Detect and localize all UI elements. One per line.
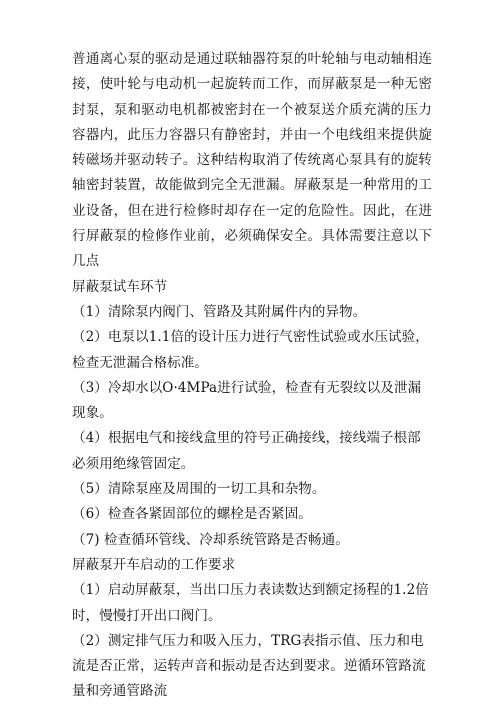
section-title-startup: 屏蔽泵开车启动的工作要求 (72, 556, 236, 573)
list-item: （6）检查各紧固部位的螺栓是否紧固。 (72, 506, 312, 523)
list-item: （1）启动屏蔽泵，当出口压力表读数达到额定扬程的1.2倍时，慢慢打开出口阀门。 (72, 582, 429, 624)
list-item: （5）清除泵座及周围的一切工具和杂物。 (72, 481, 326, 498)
document-page (72, 47, 432, 705)
list-item: （2）测定排气压力和吸入压力，TRG表指示值、压力和电流是否正常，运转声音和振动是否达到要求。逆循环管路流量和旁通管路流 (72, 632, 426, 700)
list-item: （1）清除泵内阀门、管路及其附属件内的异物。 (72, 303, 367, 320)
section-title-trial-run: 屏蔽泵试车环节 (72, 278, 168, 295)
list-item: （3）冷却水以O·4MPa进行试验，检查有无裂纹以及泄漏现象。 (72, 379, 422, 422)
list-item: （7) 检查循环管线、冷却系统管路是否畅通。 (72, 531, 349, 548)
intro-paragraph: 普通离心泵的驱动是通过联轴器符泵的叶轮轴与电动轴相连接，使叶轮与电动机一起旋转而工作，而屏蔽泵是一种无密封泵，泵和驱动电机都被密封在一个被泵送介质充满的压力容器内，此压力容器只有静密封，并由一个电线组来提供旋转磁场并驱动转子。这种结构取消了传统离心泵具有的旋转轴密封装置，故能做到完全无泄漏。屏蔽泵是一种常用的工业设备，但在进行检修时却存在一定的危险性。因此，在进行屏蔽泵的检修作业前，必须确保安全。具体需要注意以下几点 (72, 51, 432, 270)
list-item: 检查无泄漏合格标准。 (72, 354, 208, 371)
list-item: （2）电泵以1.1倍的设计压力进行气密性试验或水压试验， (72, 329, 429, 346)
list-item: （4）根据电气和接线盒里的符号正确接线，接线端子根部必须用绝缘管固定。 (72, 430, 421, 472)
